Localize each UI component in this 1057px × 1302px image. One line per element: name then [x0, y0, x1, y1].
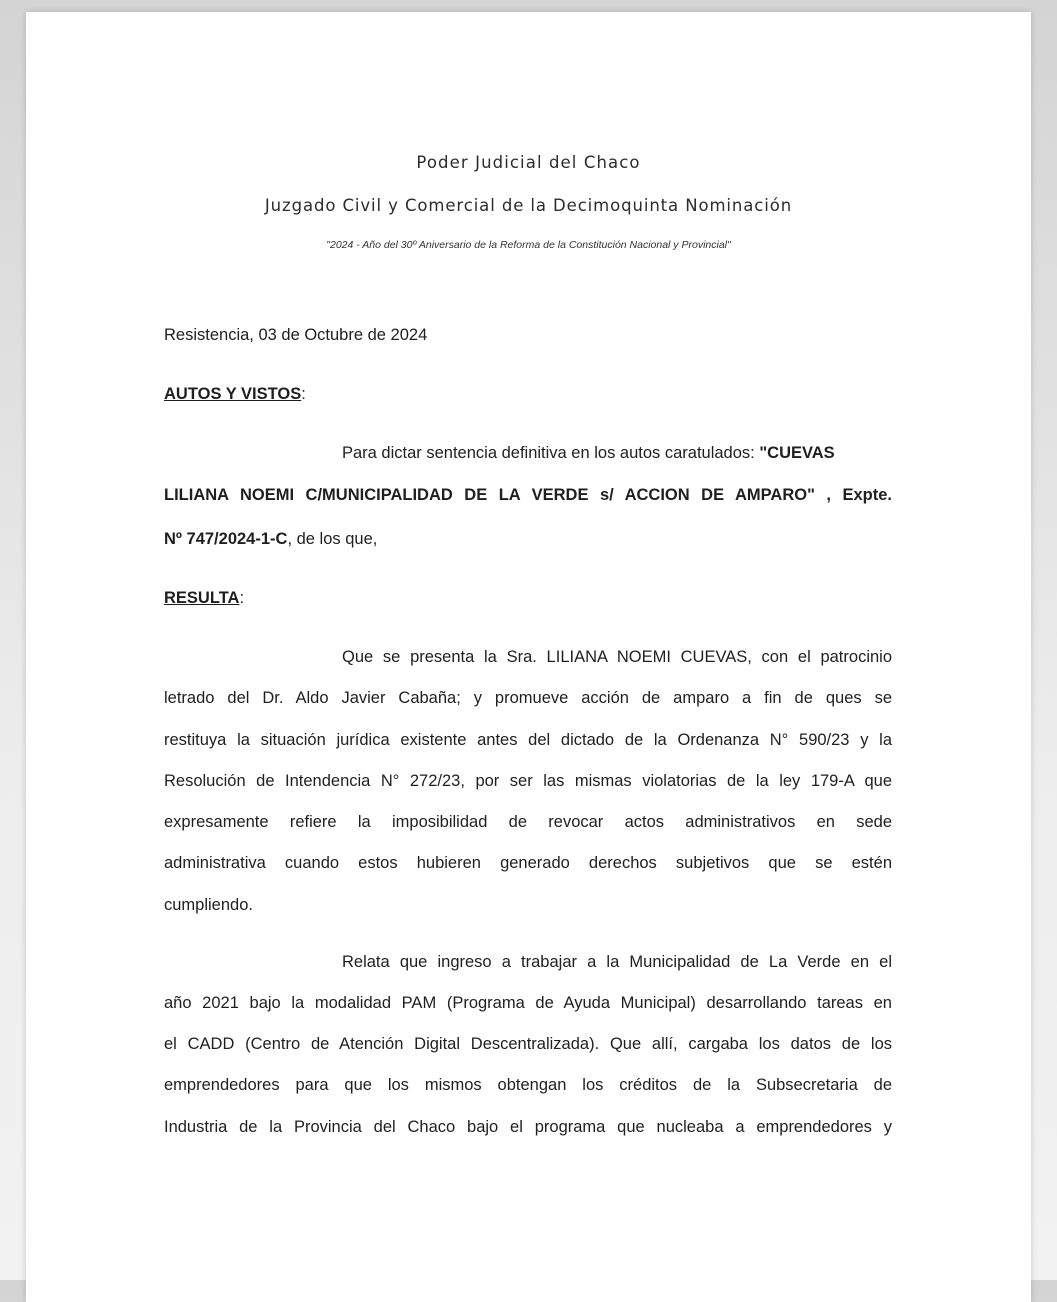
autos-heading: [164, 385, 306, 404]
resulta-title: RESULTA: [164, 589, 240, 607]
autos-title: AUTOS Y VISTOS: [164, 385, 302, 403]
autos-line-3: [164, 530, 892, 549]
court-name: Poder Judicial del Chaco: [416, 153, 641, 172]
chamber-name: Juzgado Civil y Comercial de la Decimoquinta Nominación: [264, 196, 793, 215]
autos-line-1-bold: "CUEVAS: [759, 444, 835, 462]
paragraph-1-line: Resolución de Intendencia N° 272/23, por ser las mismas violatorias de la ley 179-A que: [164, 772, 892, 790]
resulta-heading: [164, 589, 244, 608]
paragraph-1-line: administrativa cuando estos hubieren generado derechos subjetivos que se estén: [164, 854, 892, 872]
paragraph-2-line: Relata que ingreso a trabajar a la Municipalidad de La Verde en el: [342, 953, 892, 971]
paragraph-2-line: año 2021 bajo la modalidad PAM (Programa de Ayuda Municipal) desarrollando tareas en: [164, 994, 892, 1012]
resulta-colon: :: [239, 589, 245, 607]
autos-line-2: LILIANA NOEMI C/MUNICIPALIDAD DE LA VERDE s/ ACCION DE AMPARO" , Expte.: [164, 486, 892, 504]
paragraph-1-line: letrado del Dr. Aldo Javier Cabaña; y promueve acción de amparo a fin de ques se: [164, 689, 892, 707]
autos-colon: :: [301, 385, 306, 403]
paragraph-1-line: cumpliendo.: [164, 896, 253, 914]
autos-line-1: [164, 444, 892, 463]
date-line: Resistencia, 03 de Octubre de 2024: [164, 326, 428, 344]
paragraph-1-line: expresamente refiere la imposibilidad de revocar actos administrativos en sede: [164, 813, 892, 831]
autos-line-3-text: , de los que,: [287, 530, 378, 548]
document-page: [26, 12, 1031, 1302]
expediente-number: Nº 747/2024-1-C: [164, 530, 288, 548]
autos-line-1-text: Para dictar sentencia definitiva en los autos caratulados:: [342, 444, 760, 462]
paragraph-2-line: Industria de la Provincia del Chaco bajo el programa que nucleaba a emprendedores y: [164, 1118, 892, 1136]
year-motto: "2024 - Año del 30º Aniversario de la Reforma de la Constitución Nacional y Provincial": [326, 239, 731, 251]
paragraph-2-line: el CADD (Centro de Atención Digital Descentralizada). Que allí, cargaba los datos de los: [164, 1035, 892, 1053]
paragraph-1-line: restituya la situación jurídica existente antes del dictado de la Ordenanza N° 590/23 y la: [164, 731, 892, 749]
paragraph-1-line: Que se presenta la Sra. LILIANA NOEMI CUEVAS, con el patrocinio: [342, 648, 892, 666]
paragraph-2-line: emprendedores para que los mismos obtengan los créditos de la Subsecretaria de: [164, 1076, 892, 1094]
